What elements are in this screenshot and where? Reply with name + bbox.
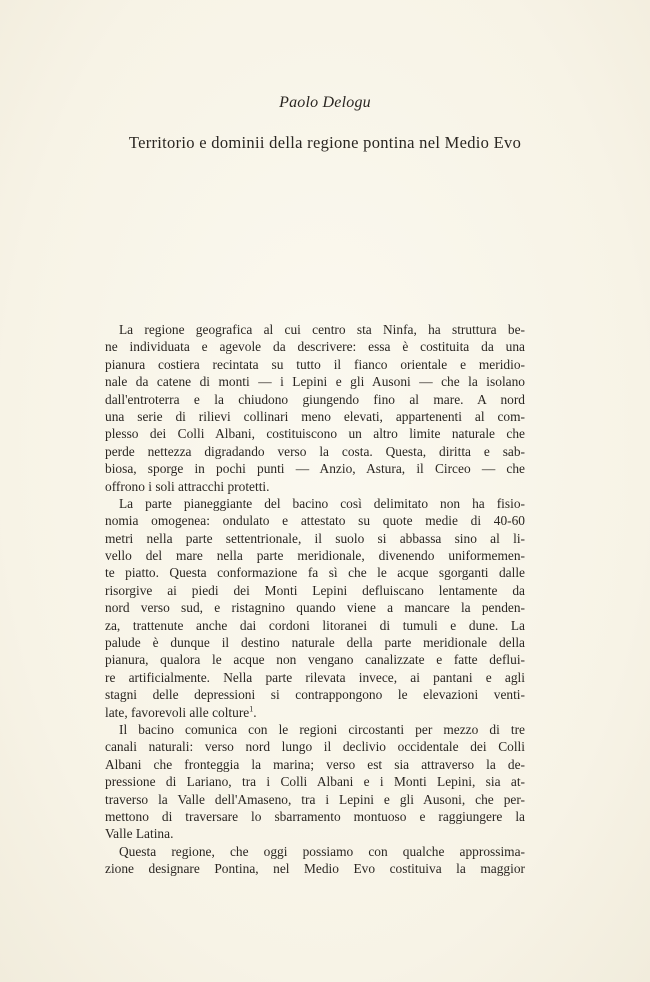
text-line: offrono i soli attracchi protetti. (105, 478, 270, 494)
text-line: Albani che fronteggia la marina; verso est sia attraverso la de- (105, 756, 525, 772)
paragraph (105, 843, 525, 878)
footnote-marker: 1 (249, 704, 254, 714)
text-line: canali naturali: verso nord lungo il declivio occidentale dei Colli (105, 739, 525, 755)
text-line: nomia omogenea: ondulato e attestato su quote medie di 40-60 (105, 513, 525, 529)
text-line: La parte pianeggiante del bacino così delimitato non ha fisio- (119, 495, 525, 511)
text-line: perde nettezza digradando verso la costa. Questa, diritta e sab- (105, 443, 525, 459)
text-line: zione designare Pontina, nel Medio Evo costituiva la maggior (105, 861, 525, 877)
text-line-with-footnote: late, favorevoli alle colture$^1$. (105, 704, 257, 720)
chapter-title: Territorio e dominii della regione pontina nel Medio Evo (128, 133, 522, 152)
text-line: Valle Latina. (105, 826, 174, 842)
text-line: nale da catene di monti — i Lepini e gli Ausoni — che la isolano (105, 374, 525, 390)
text-line: plesso dei Colli Albani, costituiscono un altro limite naturale che (105, 426, 525, 442)
text-line: biosa, sporge in pochi punti — Anzio, Astura, il Circeo — che (105, 461, 525, 477)
text-line: mettono di traversare lo sbarramento montuoso e raggiungere la (105, 808, 525, 824)
body-text (105, 321, 525, 878)
text-line: stagni delle depressioni si contrappongono le elevazioni venti- (105, 687, 525, 703)
paragraph (105, 495, 525, 721)
text-line: metri nella parte settentrionale, il suolo si abbassa sino al li- (105, 530, 525, 546)
text-line: te piatto. Questa conformazione fa sì che le acque sgorganti dalle (105, 565, 525, 581)
paragraph (105, 321, 525, 495)
text-line: pressione di Lariano, tra i Colli Albani e i Monti Lepini, sia at- (105, 774, 525, 790)
text-line: vello del mare nella parte meridionale, divenendo uniformemen- (105, 548, 525, 564)
text-line: pianura, qualora le acque non vengano canalizzate e fatte deflui- (105, 652, 525, 668)
text-line: una serie di rilievi collinari meno elevati, appartenenti al com- (105, 408, 525, 424)
paragraph (105, 721, 525, 843)
text-line: ne individuata e agevole da descrivere: essa è costituita da una (105, 339, 525, 355)
text-line: Il bacino comunica con le regioni circostanti per mezzo di tre (119, 721, 525, 737)
text-line: Questa regione, che oggi possiamo con qualche approssima- (119, 843, 525, 859)
text-line: nord verso sud, e ristagnino quando viene a mancare la penden- (105, 600, 525, 616)
author-name: Paolo Delogu (279, 94, 371, 111)
text-line: late, favorevoli alle colture (105, 704, 250, 720)
text-line: palude è dunque il destino naturale della parte meridionale della (105, 635, 525, 651)
text-line: dall'entroterra e la chiudono giungendo fino al mare. A nord (105, 391, 525, 407)
text-line: risorgive ai piedi dei Monti Lepini defluiscano lentamente da (105, 582, 525, 598)
text-line: re artificialmente. Nella parte rilevata invece, ai pantani e agli (105, 669, 525, 685)
text-line: za, trattenute anche dai cordoni litoranei di tumuli e dune. La (105, 617, 525, 633)
text-line: La regione geografica al cui centro sta Ninfa, ha struttura be- (119, 322, 525, 337)
text-line: traverso la Valle dell'Amaseno, tra i Lepini e gli Ausoni, che per- (105, 791, 525, 807)
text-line: pianura costiera recintata su tutto il fianco orientale e meridio- (105, 356, 525, 372)
